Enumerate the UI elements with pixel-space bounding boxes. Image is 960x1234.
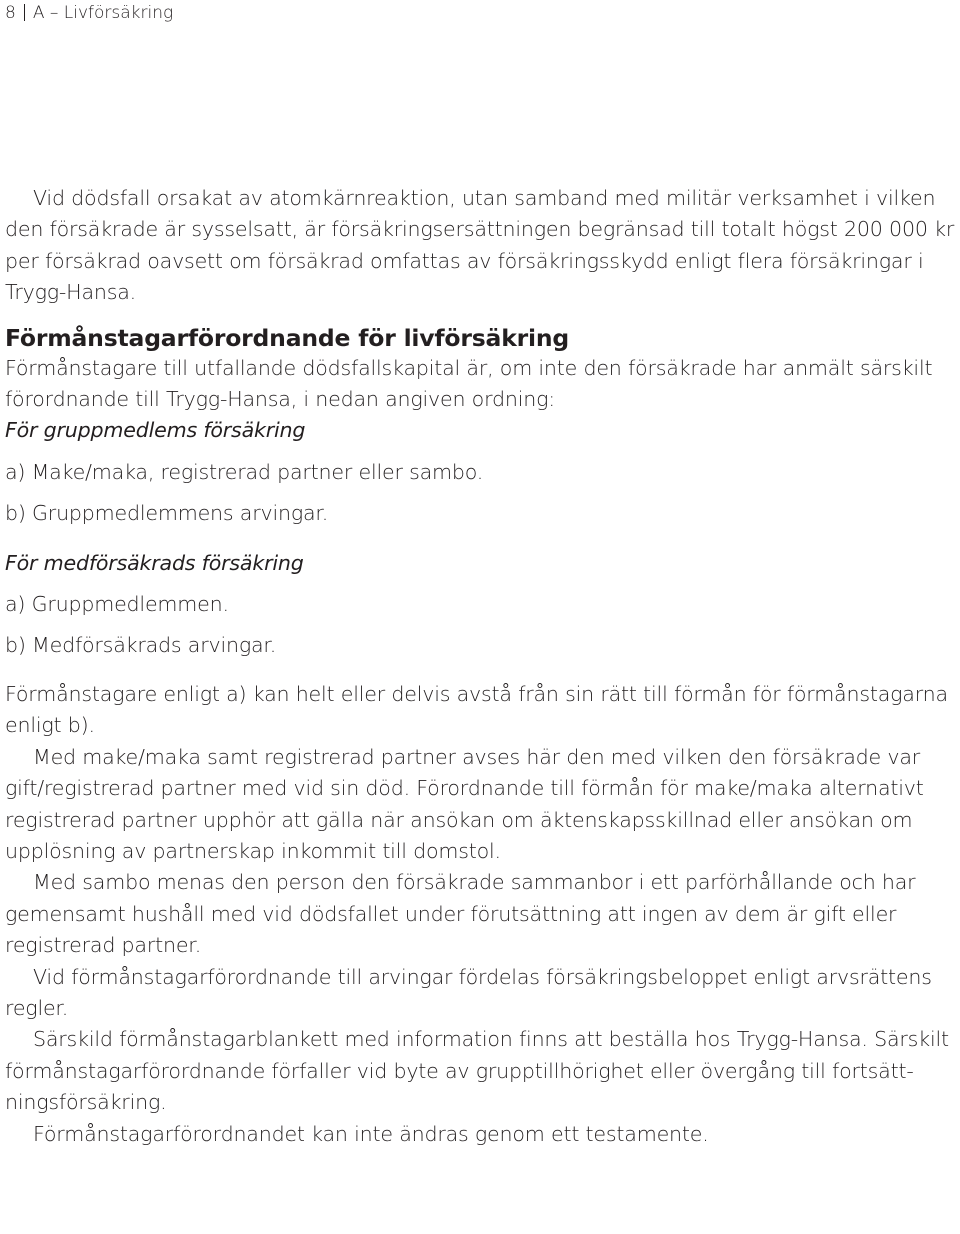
- paragraph-testament: Förmånstagarförordnandet kan inte ändras genom ett testamente.: [33, 1121, 709, 1146]
- co-insured-subheading: För medförsäkrads försäkring: [5, 550, 304, 575]
- paragraph-cohabitant: Med sambo menas den person den försäkrade sammanbor i ett parförhållande och har gemensamt hushåll med vid dödsfallet under förutsättning att ingen av dem är gift eller registrerad partner.: [5, 870, 916, 958]
- section-label: A – Livförsäkring: [32, 3, 174, 23]
- group-subheading: För gruppmedlems försäkring: [5, 418, 306, 443]
- header-divider: [24, 4, 25, 21]
- page-number: 8: [5, 3, 16, 23]
- paragraph-waiver: Förmånstagare enligt a) kan helt eller delvis avstå från sin rätt till förmån för förmånstagarna enligt b).: [5, 681, 948, 738]
- group-item-b: b) Gruppmedlemmens arvingar.: [5, 501, 329, 526]
- paragraph-spouse: Med make/maka samt registrerad partner avses här den med vilken den försäkrade var gift/registrerad partner med vid sin död. Förordnande till förmån för make/maka alternativt registrerad partner upphör att gälla när ansökan om äktenskapsskillnad eller ansökan om upplösning av partnerskap inkommit till domstol.: [5, 744, 924, 863]
- paragraph-form: Särskild förmånstagarblankett med information finns att beställa hos Trygg-Hansa. Särskilt förmånstagarförordnande förfaller vid byte av grupptillhörighet eller övergång till fortsätt-ningsförsäkring.: [5, 1027, 949, 1115]
- section-heading: Förmånstagarförordnande för livförsäkring: [5, 323, 570, 352]
- intro-paragraph: Vid dödsfall orsakat av atomkärnreaktion, utan samband med militär verksamhet i vilken den försäkrade är sysselsatt, är försäkringsersättningen begränsad till totalt högst 200 000 kr per försäkrad oavsett om försäkrad omfattas av försäkringsskydd enligt flera försäkringar i Trygg-Hansa.: [5, 186, 955, 305]
- document-body: [5, 183, 955, 1150]
- paragraph-heirs: Vid förmånstagarförordnande till arvingar fördelas försäkringsbeloppet enligt arvsrättens regler.: [5, 964, 932, 1020]
- section-lead: Förmånstagare till utfallande dödsfallskapital är, om inte den försäkrade har anmält särskilt förordnande till Trygg-Hansa, i nedan angiven ordning:: [5, 355, 933, 412]
- group-item-a: a) Make/maka, registrerad partner eller sambo.: [5, 459, 484, 484]
- co-insured-item-b: b) Medförsäkrads arvingar.: [5, 633, 277, 658]
- page-header: [5, 2, 173, 24]
- co-insured-item-a: a) Gruppmedlemmen.: [5, 592, 229, 617]
